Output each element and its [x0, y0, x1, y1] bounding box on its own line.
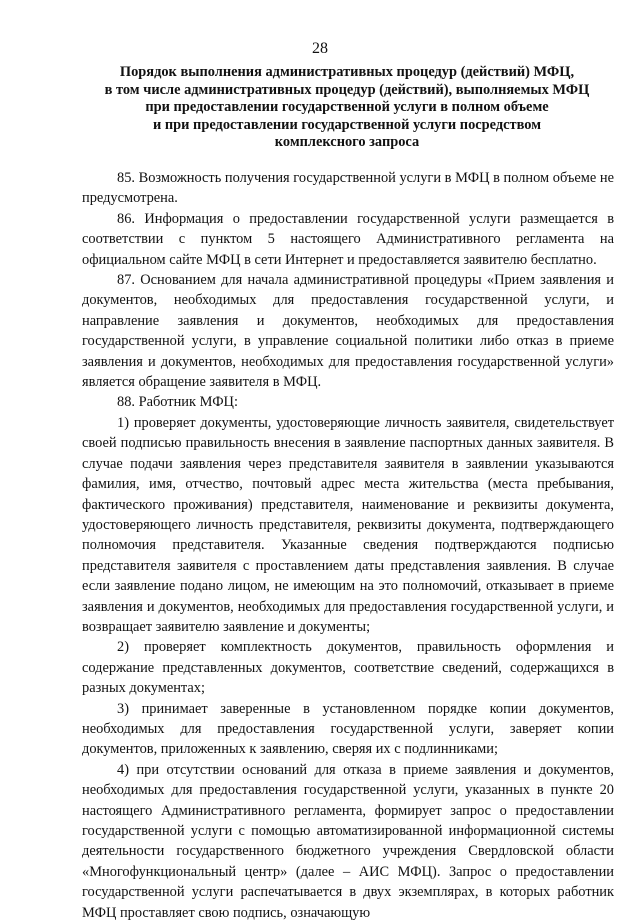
- heading-line: Порядок выполнения административных процедур (действий) МФЦ,: [119, 64, 575, 80]
- paragraph-87: 87. Основанием для начала административной процедуры «Прием заявления и документов, необходимых для предоставления государственной услуги, и направление заявления и документов, необходимых для предоставления государственной услуги, в управление социальной политики либо отказ в приеме заявления и документов, необходимых для предоставления государственной услуги» является обращение заявителя в МФЦ.: [82, 272, 614, 391]
- paragraph-88: 88. Работник МФЦ:: [117, 394, 238, 411]
- section-heading: [82, 64, 612, 152]
- heading-line: при предоставлении государственной услуги в полном объеме: [145, 99, 549, 116]
- list-item-1: 1) проверяет документы, удостоверяющие личность заявителя, свидетельствует своей подписью правильность внесения в заявление паспортных данных заявителя. В случае подачи заявления через представителя заявителя в заявлении указываются фамилия, имя, отчество, почтовый адрес места жительства (места пребывания, фактического проживания) представителя, наименование и реквизиты документа, удостоверяющего личность представителя, реквизиты документа, подтверждающего полномочия представителя. Указанные сведения подтверждаются подписью представителя заявителя с проставлением даты представления заявления. В случае если заявление подано лицом, не имеющим на это полномочий, отказывает в приеме заявления и документов, необходимых для предоставления государственной услуги, и возвращает заявителю заявление и документы;: [82, 414, 614, 635]
- paragraph-85: 85. Возможность получения государственной услуги в МФЦ в полном объеме не предусмотрена.: [82, 170, 614, 207]
- page-number: 28: [312, 40, 328, 57]
- paragraph-86: 86. Информация о предоставлении государственной услуги размещается в соответствии с пунктом 5 настоящего Административного регламента на официальном сайте МФЦ в сети Интернет и предоставляется заявителю бесплатно.: [82, 210, 614, 268]
- list-item-4: 4) при отсутствии оснований для отказа в приеме заявления и документов, необходимых для предоставления государственной услуги, указанных в пункте 20 настоящего Административного регламента, формирует запрос о предоставлении государственной услуги с помощью автоматизированной информационной системы деятельности государственного бюджетного учреждения Свердловской области «Многофункциональный центр» (далее – АИС МФЦ). Запрос о предоставлении государственной услуги распечатывается в двух экземплярах, в которых работник МФЦ проставляет свою подпись, означающую: [82, 761, 614, 921]
- heading-line: в том числе административных процедур (действий), выполняемых МФЦ: [104, 81, 590, 98]
- list-item-2: 2) проверяет комплектность документов, правильность оформления и содержание представленных документов, соответствие сведений, содержащихся в разных документах;: [82, 639, 614, 697]
- list-item-3: 3) принимает заверенные в установленном порядке копии документов, необходимых для предоставления государственной услуги, заверяет копии документов, приложенных к заявлению, сверяя их с подлинниками;: [82, 700, 614, 758]
- heading-line: комплексного запроса: [274, 134, 420, 151]
- document-body: [82, 168, 614, 923]
- heading-line: и при предоставлении государственной услуги посредством: [152, 116, 542, 133]
